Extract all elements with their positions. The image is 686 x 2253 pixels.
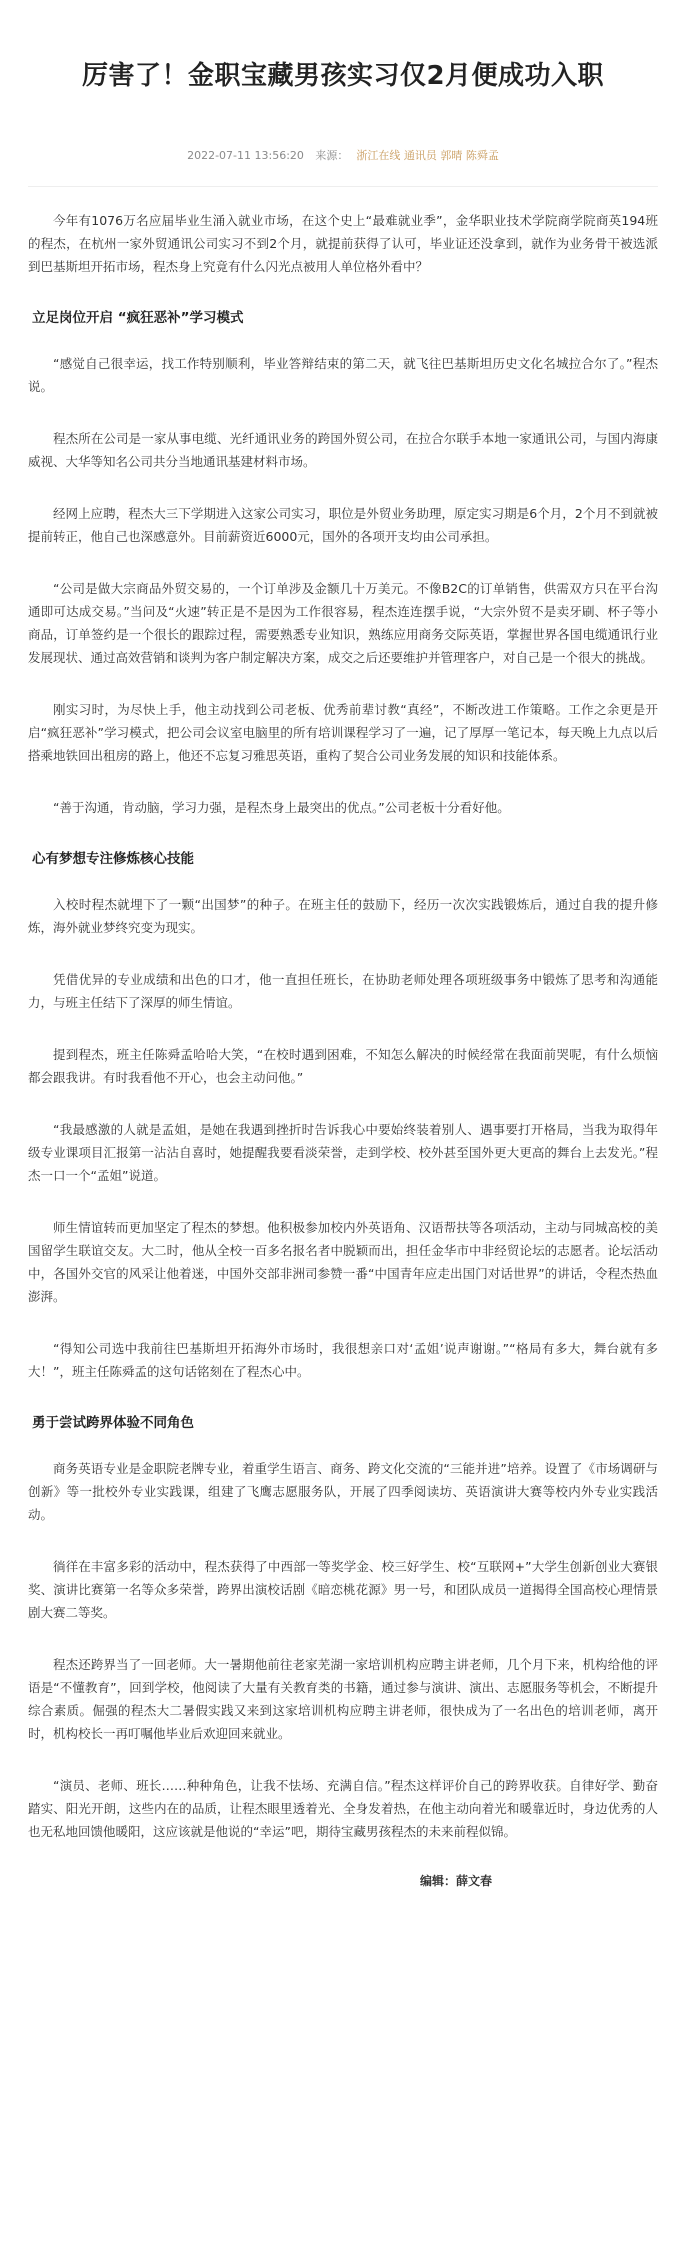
article-paragraph: “得知公司选中我前往巴基斯坦开拓海外市场时，我很想亲口对‘孟姐’说声谢谢。”“格局有多大，舞台就有多大！”，班主任陈舜孟的这句话铭刻在了程杰心中。 <box>28 1341 658 1379</box>
source-label: 来源： <box>315 149 349 162</box>
article-paragraph: “演员、老师、班长……种种角色，让我不怯场、充满自信。”程杰这样评价自己的跨界收获。自律好学、勤奋踏实、阳光开朗，这些内在的品质，让程杰眼里透着光、全身发着热，在他主动向着光和暖靠近时，身边优秀的人也无私地回馈他暖阳，这应该就是他说的“幸运”吧，期待宝藏男孩程杰的未来前程似锦。 <box>28 1778 658 1839</box>
section-heading: 勇于尝试跨界体验不同角色 <box>32 1415 194 1431</box>
article-paragraph: 商务英语专业是金职院老牌专业，着重学生语言、商务、跨文化交流的“三能并进”培养。设置了《市场调研与创新》等一批校外专业实践课，组建了飞鹰志愿服务队，开展了四季阅读坊、英语演讲大赛等校内外专业实践活动。 <box>28 1461 658 1522</box>
section-heading: 立足岗位开启 “疯狂恶补”学习模式 <box>32 310 244 326</box>
article-paragraph: “感觉自己很幸运，找工作特别顺利，毕业答辩结束的第二天，就飞往巴基斯坦历史文化名城拉合尔了。”程杰说。 <box>28 356 658 394</box>
editor-credit: 编辑：薛文春 <box>419 1874 492 1888</box>
article-paragraph: 今年有1076万名应届毕业生涌入就业市场，在这个史上“最难就业季”，金华职业技术学院商学院商英194班的程杰，在杭州一家外贸通讯公司实习不到2个月，就提前获得了认可，毕业证还没拿到，就作为业务骨干被选派到巴基斯坦开拓市场，程杰身上究竟有什么闪光点被用人单位格外看中？ <box>28 213 658 274</box>
article-title: 厉害了！金职宝藏男孩实习仅2月便成功入职 <box>81 61 605 91</box>
article-paragraph: 入校时程杰就埋下了一颗“出国梦”的种子。在班主任的鼓励下，经历一次次实践锻炼后，通过自我的提升修炼，海外就业梦终究变为现实。 <box>28 897 658 935</box>
article-paragraph: 程杰所在公司是一家从事电缆、光纤通讯业务的跨国外贸公司，在拉合尔联手本地一家通讯公司，与国内海康威视、大华等知名公司共分当地通讯基建材料市场。 <box>28 431 658 469</box>
section-heading: 心有梦想专注修炼核心技能 <box>32 851 194 867</box>
article-body <box>28 209 658 1843</box>
meta-divider <box>28 186 658 187</box>
article-paragraph: “我最感激的人就是孟姐，是她在我遇到挫折时告诉我心中要始终装着别人、遇事要打开格局，当我为取得年级专业课项目汇报第一沾沾自喜时，她提醒我要看淡荣誉，走到学校、校外甚至国外更大更高的舞台上去发光。”程杰一口一个“孟姐”说道。 <box>28 1122 658 1183</box>
article-source[interactable]: 浙江在线 通讯员 郭晴 陈舜孟 <box>356 149 499 162</box>
article-paragraph: 徜徉在丰富多彩的活动中，程杰获得了中西部一等奖学金、校三好学生、校“互联网+”大学生创新创业大赛银奖、演讲比赛第一名等众多荣誉，跨界出演校话剧《暗恋桃花源》男一号，和团队成员一道揭得全国高校心理情景剧大赛二等奖。 <box>28 1559 658 1620</box>
article-paragraph: 程杰还跨界当了一回老师。大一暑期他前往老家芜湖一家培训机构应聘主讲老师，几个月下来，机构给他的评语是“不懂教育”，回到学校，他阅读了大量有关教育类的书籍，通过参与演讲、演出、志愿服务等机会，不断提升综合素质。倔强的程杰大二暑假实践又来到这家培训机构应聘主讲老师，很快成为了一名出色的培训老师，离开时，机构校长一再叮嘱他毕业后欢迎回来就业。 <box>28 1657 658 1741</box>
article-paragraph: 师生情谊转而更加坚定了程杰的梦想。他积极参加校内外英语角、汉语帮扶等各项活动，主动与同城高校的美国留学生联谊交友。大二时，他从全校一百多名报名者中脱颖而出，担任金华市中非经贸论坛的志愿者。论坛活动中，各国外交官的风采让他着迷，中国外交部非洲司参赞一番“中国青年应走出国门对话世界”的讲话，令程杰热血澎湃。 <box>28 1220 658 1304</box>
article-meta <box>28 148 658 164</box>
article-paragraph: 提到程杰，班主任陈舜孟哈哈大笑，“在校时遇到困难，不知怎么解决的时候经常在我面前哭呢，有什么烦恼都会跟我讲。有时我看他不开心，也会主动问他。” <box>28 1047 658 1085</box>
article-paragraph: 刚实习时，为尽快上手，他主动找到公司老板、优秀前辈讨教“真经”，不断改进工作策略。工作之余更是开启“疯狂恶补”学习模式，把公司会议室电脑里的所有培训课程学习了一遍，记了厚厚一笔记本，每天晚上九点以后搭乘地铁回出租房的路上，他还不忘复习雅思英语，重构了契合公司业务发展的知识和技能体系。 <box>28 702 658 763</box>
publish-datetime: 2022-07-11 13:56:20 <box>187 149 304 162</box>
article-paragraph: 凭借优异的专业成绩和出色的口才，他一直担任班长，在协助老师处理各项班级事务中锻炼了思考和沟通能力，与班主任结下了深厚的师生情谊。 <box>28 972 658 1010</box>
article-paragraph: 经网上应聘，程杰大三下学期进入这家公司实习，职位是外贸业务助理，原定实习期是6个月，2个月不到就被提前转正，他自己也深感意外。目前薪资近6000元，国外的各项开支均由公司承担。 <box>28 506 658 544</box>
article-paragraph: “公司是做大宗商品外贸交易的，一个订单涉及金额几十万美元。不像B2C的订单销售，供需双方只在平台沟通即可达成交易。”当问及“火速”转正是不是因为工作很容易，程杰连连摆手说，“大宗外贸不是卖牙刷、杯子等小商品，订单签约是一个很长的跟踪过程，需要熟悉专业知识，熟练应用商务交际英语，掌握世界各国电缆通讯行业发展现状、通过高效营销和谈判为客户制定解决方案，成交之后还要维护并管理客户，对自己是一个很大的挑战。 <box>28 581 658 665</box>
article-paragraph: “善于沟通，肯动脑，学习力强，是程杰身上最突出的优点。”公司老板十分看好他。 <box>53 800 510 815</box>
